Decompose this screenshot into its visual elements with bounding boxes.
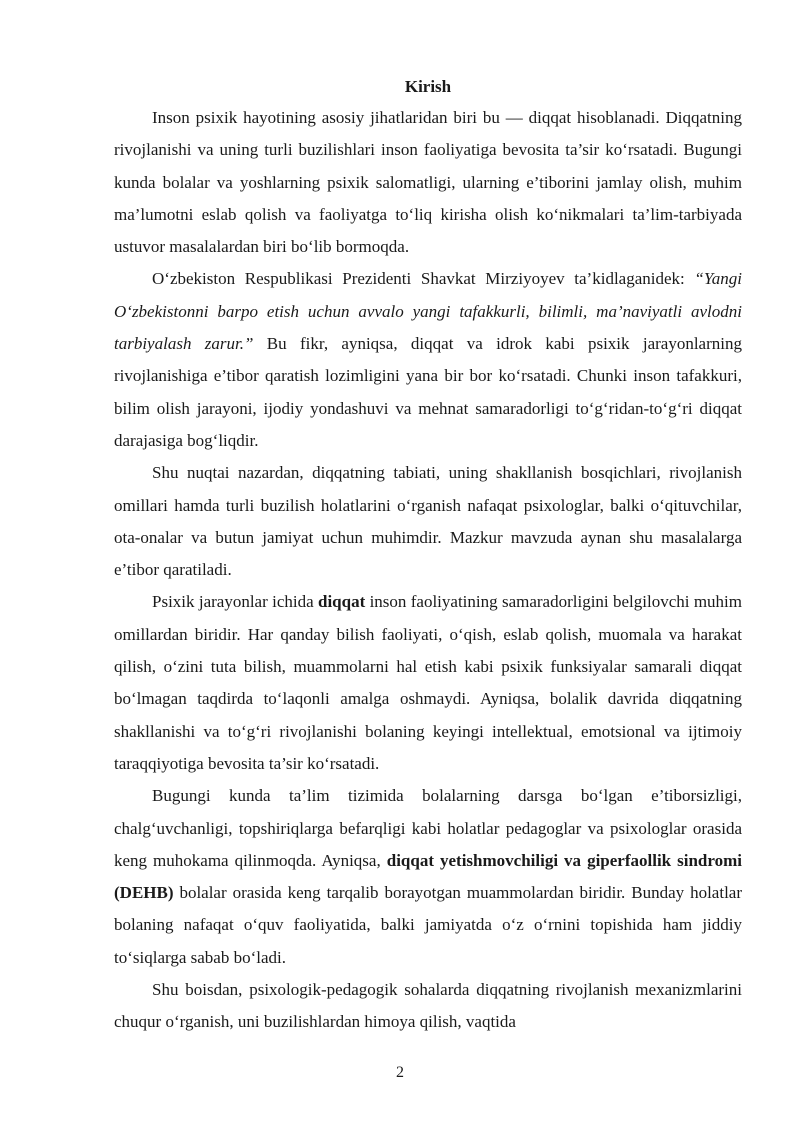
paragraph-4-rest: inson faoliyatining samaradorligini belgilovchi muhim omillardan biridir. Har qanday bilish faoliyati, o‘qish, eslab qolish, muomala va harakat qilish, o‘zini tuta bilish, muammolarni hal etish kabi psixik funksiyalar samarali diqqat bo‘lmagan taqdirda to‘laqonli amalga oshmaydi. Ayniqsa, bolalik davrida diqqatning shakllanishi va to‘g‘ri rivojlanishi bolaning keyingi intellektual, emotsional va ijtimoiy taraqqiyotiga bevosita ta’sir ko‘rsatadi. <box>114 592 742 773</box>
paragraph-5 <box>114 780 742 974</box>
paragraph-2-intro: O‘zbekiston Respublikasi Prezidenti Shavkat Mirziyoyev ta’kidlaganidek: <box>152 269 695 289</box>
term-diqqat: diqqat <box>317 592 366 612</box>
paragraph-4 <box>114 586 742 780</box>
paragraph-2 <box>114 263 742 457</box>
document-page <box>114 74 742 1039</box>
paragraph-1: Inson psixik hayotining asosiy jihatlaridan biri bu — diqqat hisoblanadi. Diqqatning rivojlanishi va uning turli buzilishlari inson faoliyatiga bevosita ta’sir ko‘rsatadi. Bugungi kunda bolalar va yoshlarning psixik salomatligi, ularning e’tiborini jamlay olish, muhim ma’lumotni eslab qolish va faoliyatga to‘liq kirisha olish ko‘nikmalari ta’lim-tarbiyada ustuvor masalalardan biri bo‘lib bormoqda. <box>114 108 742 257</box>
paragraph-5-start: Bugungi kunda ta’lim tizimida bolalarning darsga bo‘lgan e’tiborsizligi, chalg‘uvchanligi, topshiriqlarga befarqligi kabi holatlar pedagoglar va psixologlar orasida keng muhokama qilinmoqda. Ayniqsa, <box>114 786 742 870</box>
paragraph-3: Shu nuqtai nazardan, diqqatning tabiati, uning shakllanish bosqichlari, rivojlanish omillari hamda turli buzilish holatlarini o‘rganish nafaqat psixologlar, balki o‘qituvchilar, ota-onalar va butun jamiyat uchun muhimdir. Mazkur mavzuda aynan shu masalalarga e’tibor qaratiladi. <box>114 463 742 580</box>
page-number: 2 <box>396 1064 404 1081</box>
president-quote: “Yangi O‘zbekistonni barpo etish uchun avvalo yangi tafakkurli, bilimli, ma’naviyatli avlodni tarbiyalash zarur.” <box>114 269 742 354</box>
paragraph-5-rest: bolalar orasida keng tarqalib borayotgan muammolardan biridir. Bunday holatlar bolaning nafaqat o‘quv faoliyatida, balki jamiyatda o‘z o‘rnini topishida ham jiddiy to‘siqlarga sabab bo‘ladi. <box>114 883 742 967</box>
paragraph-4-start: Psixik jarayonlar ichida <box>152 592 318 612</box>
term-dehb: diqqat yetishmovchiligi va giperfaollik sindromi (DEHB) <box>114 850 742 903</box>
section-title: Kirish <box>404 77 452 96</box>
paragraph-6: Shu boisdan, psixologik-pedagogik sohalarda diqqatning rivojlanish mexanizmlarini chuqur o‘rganish, uni buzilishlardan himoya qilish, vaqtida <box>114 980 742 1032</box>
paragraph-2-rest: Bu fikr, ayniqsa, diqqat va idrok kabi psixik jarayonlarning rivojlanishiga e’tibor qaratish lozimligini yana bir bor ko‘rsatadi. Chunki inson tafakkuri, bilim olish jarayoni, ijodiy yondashuvi va mehnat samaradorligi to‘g‘ridan-to‘g‘ri diqqat darajasiga bog‘liqdir. <box>114 334 742 450</box>
